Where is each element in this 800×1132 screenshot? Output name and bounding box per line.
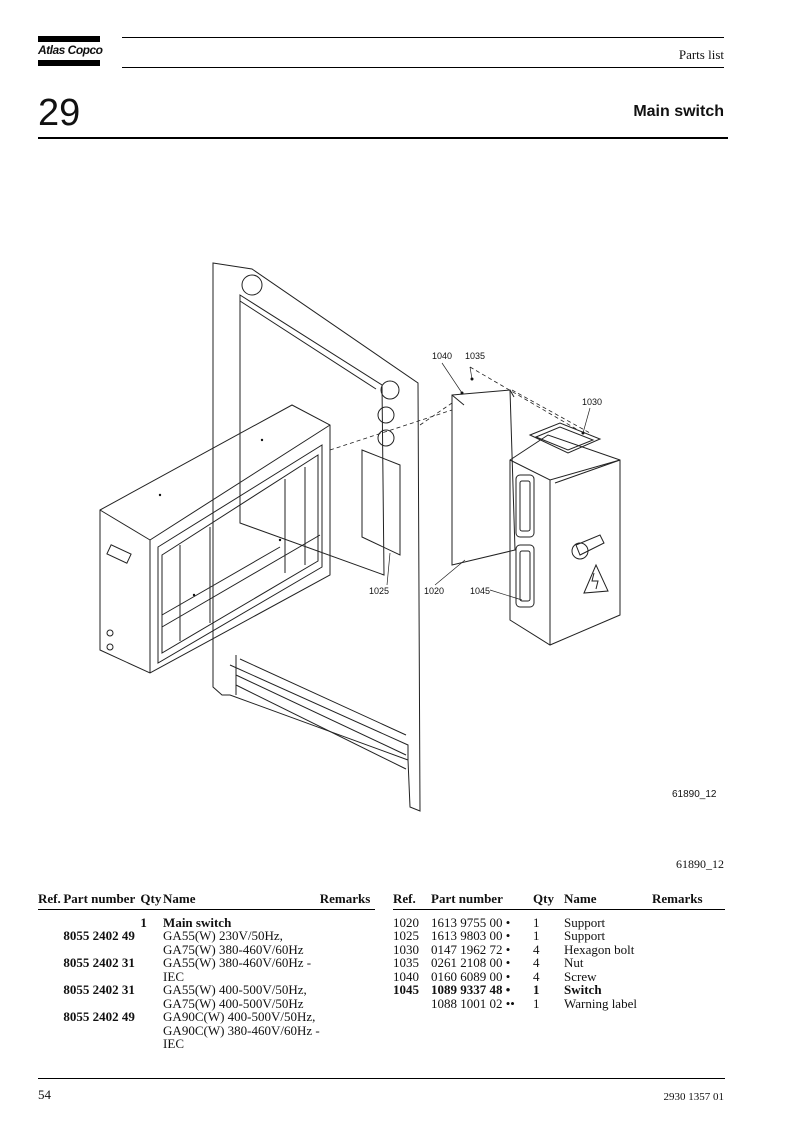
drawing-id: 61890_12: [672, 789, 717, 800]
cell-remarks: [320, 929, 375, 943]
table-row: [38, 1024, 375, 1038]
cell-remarks: [652, 956, 725, 970]
table-row: [38, 1037, 375, 1051]
cell-ref: [38, 970, 63, 984]
callout-1040: 1040: [432, 351, 453, 361]
cell-qty: [140, 1010, 163, 1024]
cell-ref: [38, 997, 63, 1011]
document-number: 2930 1357 01: [663, 1091, 724, 1103]
cell-qty: 4: [533, 968, 540, 984]
page-number: 54: [38, 1087, 51, 1102]
cell-ref: 1045: [393, 982, 419, 997]
table-row: [393, 956, 725, 970]
cell-ref: 1020: [393, 914, 419, 930]
cell-part: [63, 1024, 140, 1038]
cell-ref: 1040: [393, 968, 419, 984]
cell-name: GA55(W) 230V/50Hz,: [163, 928, 283, 943]
cell-name: GA90C(W) 400-500V/50Hz,: [163, 1009, 316, 1024]
logo-text: Atlas Copco: [38, 43, 103, 57]
table-row: [38, 997, 375, 1011]
cell-qty: [140, 997, 163, 1011]
parts-table-right-body: [393, 909, 725, 1010]
table-row: [393, 909, 725, 929]
cell-remarks: [320, 1037, 375, 1051]
cell-name: Hexagon bolt: [564, 941, 635, 957]
footer-rule: [38, 1078, 725, 1079]
cell-part: [63, 909, 140, 929]
exploded-view-drawing: [90, 255, 730, 815]
col-header-name: Name: [564, 892, 652, 909]
figure-reference: 61890_12: [676, 857, 724, 871]
parts-table-right: [393, 892, 725, 1010]
cell-qty: 1: [533, 928, 540, 943]
cell-remarks: [320, 983, 375, 997]
cell-name: Support: [564, 914, 606, 930]
table-row: [38, 1010, 375, 1024]
col-header-ref: Ref.: [38, 892, 63, 909]
title-rule: [38, 137, 728, 139]
cell-part: 0147 1962 72 •: [431, 941, 511, 957]
cell-qty: [140, 943, 163, 957]
table-row: [38, 943, 375, 957]
header-rule-top: [122, 37, 724, 38]
parts-table-left-body: [38, 909, 375, 1051]
cell-name: GA75(W) 400-500V/50Hz: [163, 995, 304, 1011]
cell-name: Support: [564, 928, 606, 943]
table-header-row: [38, 892, 375, 909]
cell-remarks: [320, 909, 375, 929]
cell-qty: 4: [533, 941, 540, 957]
cell-remarks: [652, 943, 725, 957]
table-row: [38, 929, 375, 943]
table-row: [393, 970, 725, 984]
cell-qty: 1: [533, 914, 540, 930]
col-header-name: Name: [163, 892, 320, 909]
cell-remarks: [652, 929, 725, 943]
cell-name: GA55(W) 380-460V/60Hz -: [163, 955, 312, 970]
cell-part: 0261 2108 00 •: [431, 955, 511, 970]
callout-1020: 1020: [424, 586, 445, 596]
cell-ref: [38, 983, 63, 997]
cell-ref: 1025: [393, 928, 419, 943]
cell-qty: [140, 1024, 163, 1038]
cell-qty: 1: [140, 914, 147, 930]
cell-qty: [140, 970, 163, 984]
col-header-part-number: Part number: [63, 892, 140, 909]
section-label: Parts list: [678, 47, 724, 62]
cell-name: Nut: [564, 955, 584, 970]
cell-qty: 4: [533, 955, 540, 970]
cell-ref: [38, 929, 63, 943]
table-row: [38, 983, 375, 997]
table-header-row: [393, 892, 725, 909]
cell-ref: [38, 1024, 63, 1038]
cell-qty: [140, 956, 163, 970]
cell-name: Screw: [564, 968, 597, 984]
callout-1035: 1035: [465, 351, 486, 361]
cell-name: IEC: [163, 968, 184, 984]
cell-name: Switch: [564, 982, 602, 997]
table-row: [38, 956, 375, 970]
cell-ref: [38, 943, 63, 957]
cell-part: [63, 943, 140, 957]
col-header-remarks: Remarks: [652, 892, 725, 909]
page-title: Main switch: [633, 103, 724, 120]
cell-name: IEC: [163, 1036, 184, 1051]
cell-part: 8055 2402 31: [63, 955, 135, 970]
cell-part: 1088 1001 02 ••: [431, 995, 515, 1011]
cell-name: Main switch: [163, 914, 232, 930]
cell-part: 8055 2402 31: [63, 982, 135, 997]
table-row: [393, 983, 725, 997]
col-header-part-number: Part number: [431, 892, 533, 909]
cell-part: [63, 1037, 140, 1051]
cell-ref: [38, 909, 63, 929]
cell-part: 1089 9337 48 •: [431, 982, 511, 997]
cell-part: [63, 970, 140, 984]
cell-remarks: [320, 1024, 375, 1038]
table-row: [393, 943, 725, 957]
table-row: [38, 909, 375, 929]
cell-remarks: [320, 970, 375, 984]
cell-name: GA55(W) 400-500V/50Hz,: [163, 982, 307, 997]
table-row: [393, 929, 725, 943]
cell-part: 0160 6089 00 •: [431, 968, 511, 984]
chapter-number: 29: [38, 92, 81, 134]
cell-qty: [140, 929, 163, 943]
cell-ref: 1035: [393, 955, 419, 970]
cell-part: 1613 9755 00 •: [431, 914, 511, 930]
col-header-remarks: Remarks: [320, 892, 375, 909]
cell-part: 8055 2402 49: [63, 1009, 135, 1024]
cell-ref: [38, 1037, 63, 1051]
col-header-qty: Qty: [533, 892, 564, 909]
cell-remarks: [652, 983, 725, 997]
cell-remarks: [320, 943, 375, 957]
callout-1025: 1025: [369, 586, 390, 596]
cell-remarks: [320, 1010, 375, 1024]
cell-remarks: [320, 956, 375, 970]
cell-ref: [38, 1010, 63, 1024]
cell-remarks: [652, 997, 725, 1011]
header-rule-bottom: [122, 67, 724, 68]
cell-qty: 1: [533, 995, 540, 1011]
cell-name: Warning label: [564, 995, 637, 1011]
cell-part: 1613 9803 00 •: [431, 928, 511, 943]
cell-part: 8055 2402 49: [63, 928, 135, 943]
table-row: [38, 970, 375, 984]
callout-1030: 1030: [582, 397, 603, 407]
cell-name: GA90C(W) 380-460V/60Hz -: [163, 1022, 320, 1038]
cell-name: GA75(W) 380-460V/60Hz: [163, 941, 304, 957]
atlas-copco-logo: [38, 36, 103, 66]
col-header-ref: Ref.: [393, 892, 431, 909]
callout-1045: 1045: [470, 586, 491, 596]
parts-table-left: [38, 892, 375, 1051]
cell-qty: [140, 1037, 163, 1051]
cell-qty: 1: [533, 982, 540, 997]
col-header-qty: Qty: [140, 892, 163, 909]
cell-ref: 1030: [393, 941, 419, 957]
cell-part: [63, 997, 140, 1011]
cell-remarks: [652, 970, 725, 984]
table-row: [393, 997, 725, 1011]
cell-remarks: [320, 997, 375, 1011]
cell-remarks: [652, 909, 725, 929]
cell-qty: [140, 983, 163, 997]
cell-ref: [393, 997, 431, 1011]
cell-ref: [38, 956, 63, 970]
